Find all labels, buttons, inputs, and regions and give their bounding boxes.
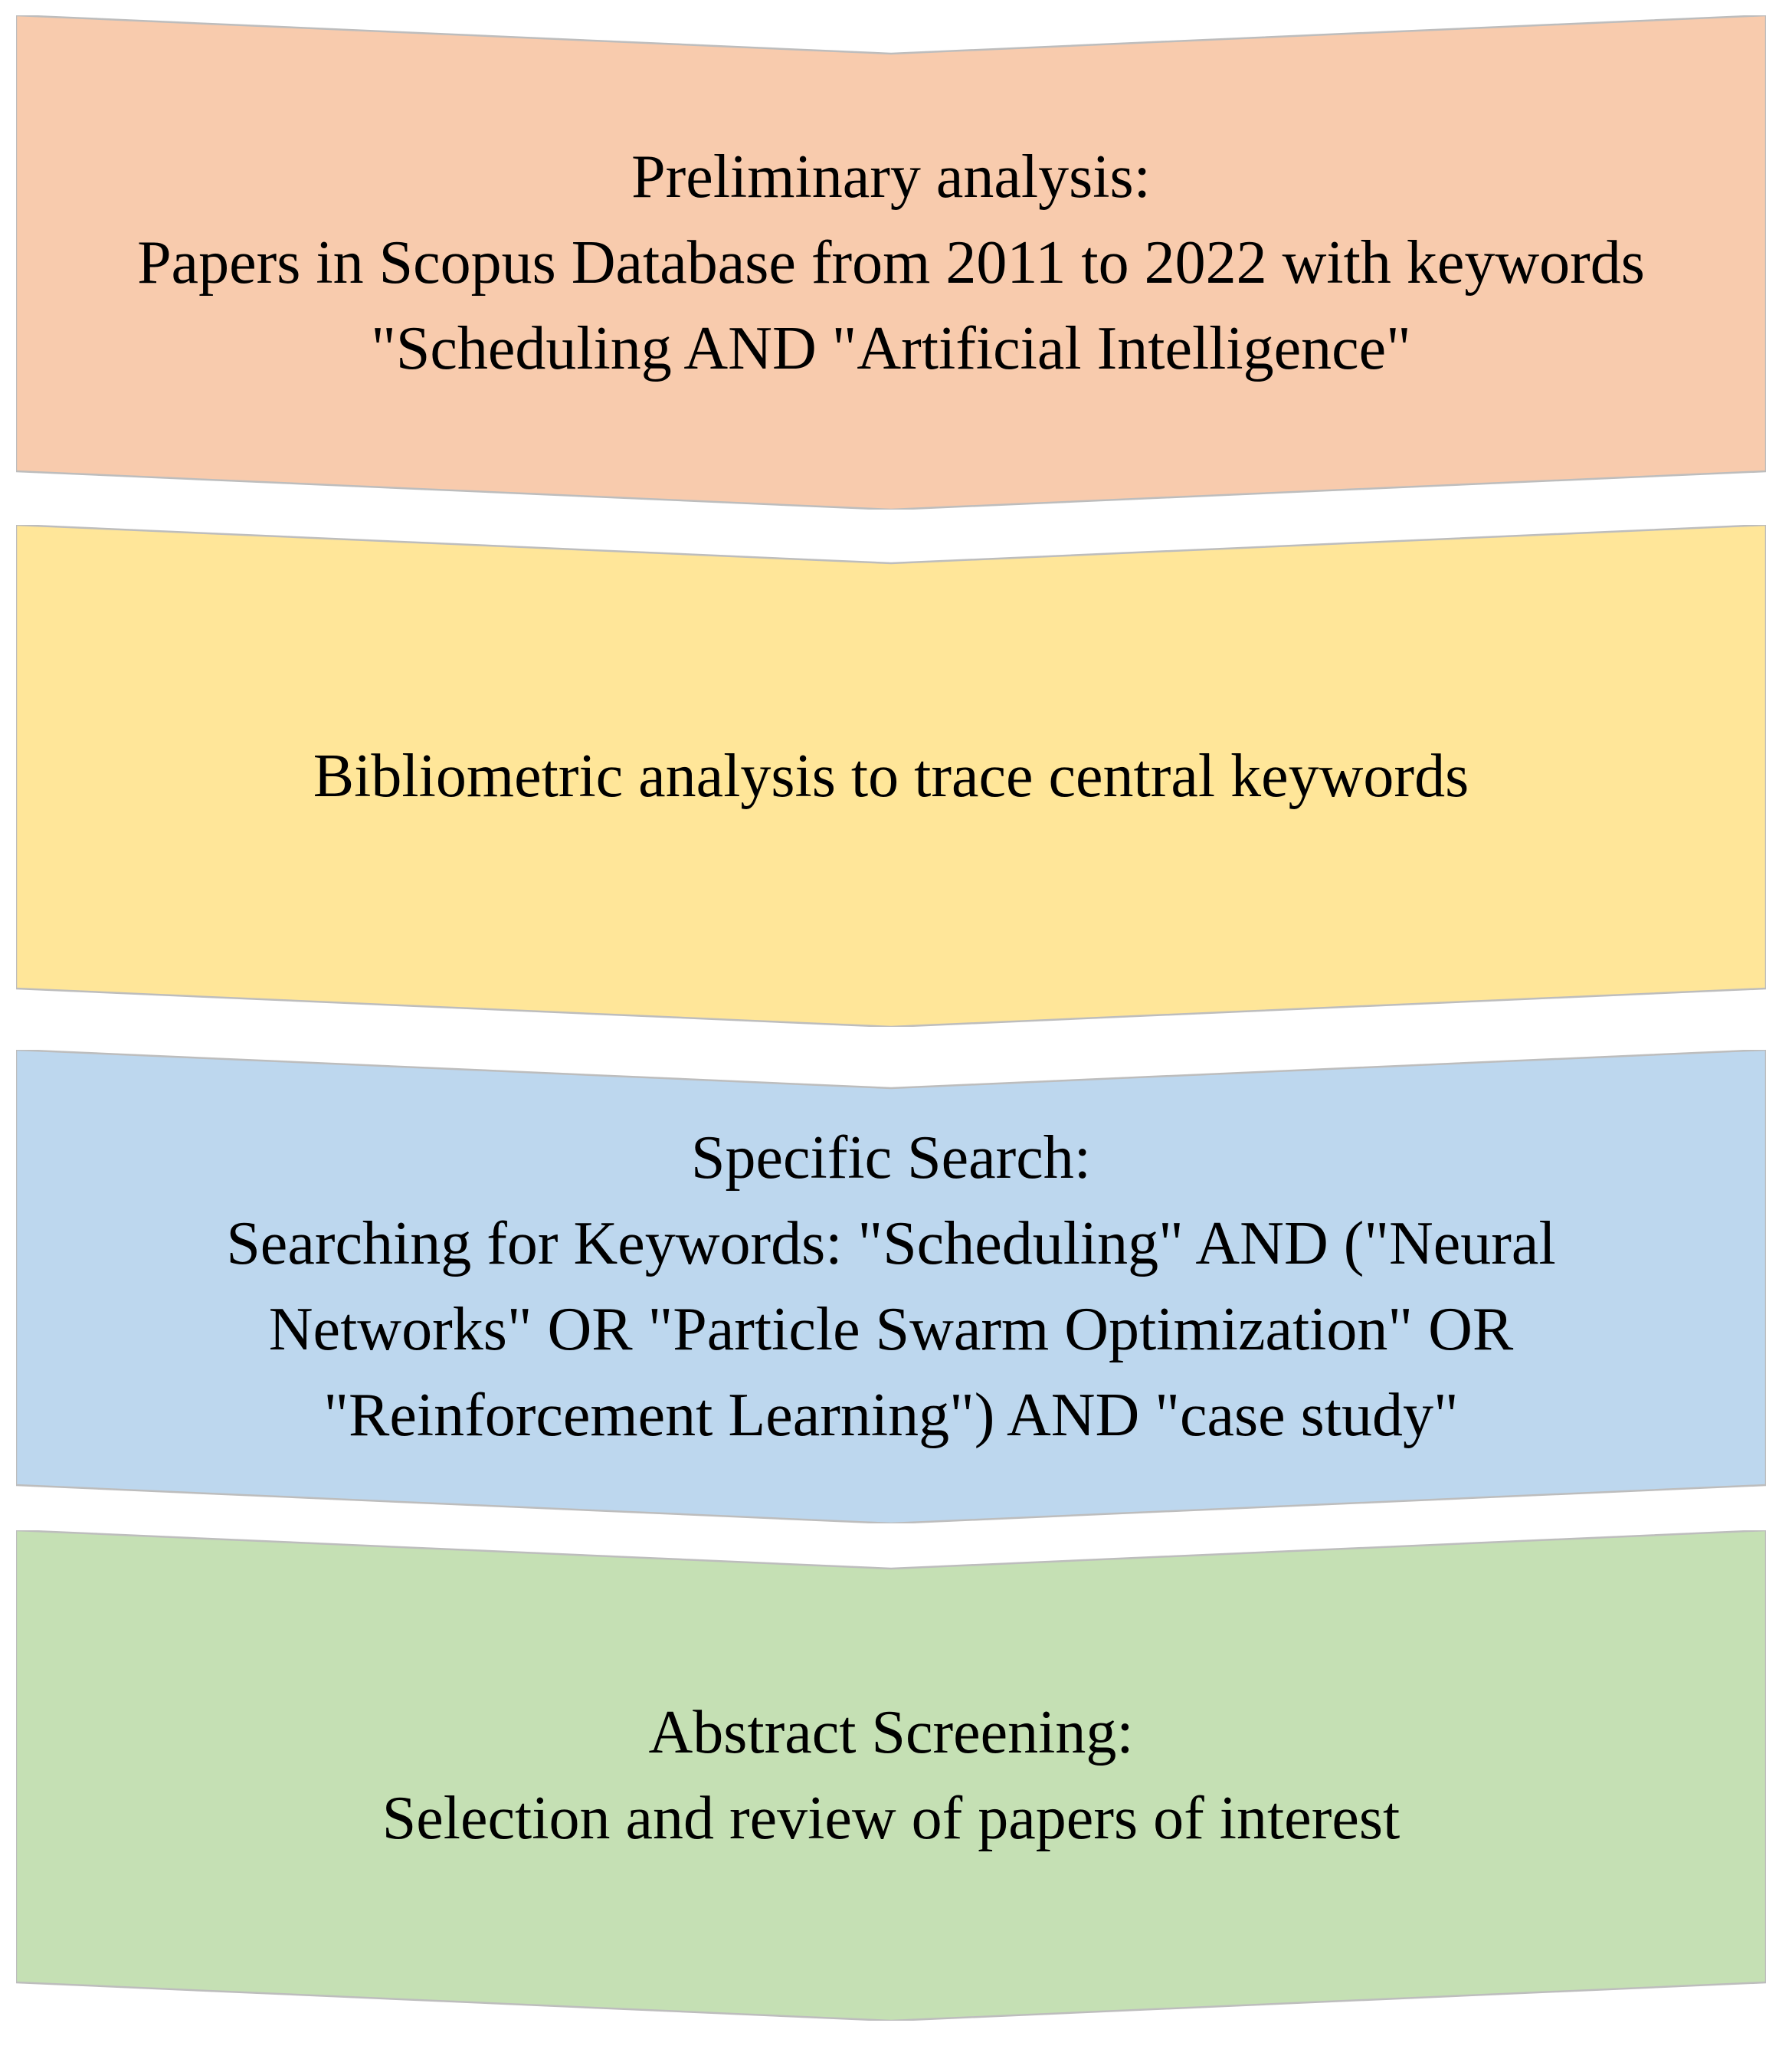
text-line: Bibliometric analysis to trace central keywords [313, 742, 1469, 810]
text-line: "Scheduling AND "Artificial Intelligence" [371, 314, 1411, 382]
banner-text-preliminary [16, 15, 1766, 510]
banner-text-bibliometric [16, 525, 1766, 1027]
text-line: Abstract Screening: [648, 1699, 1134, 1766]
text-line: Networks" OR "Particle Swarm Optimization" OR [268, 1296, 1514, 1363]
text-line: Selection and review of papers of interest [382, 1785, 1401, 1852]
banner-text-abstract-screening [16, 1530, 1766, 2021]
banner-preliminary-analysis [16, 15, 1766, 510]
text-line: Preliminary analysis: [631, 143, 1151, 211]
banner-abstract-screening [16, 1530, 1766, 2021]
text-line: "Reinforcement Learning") AND "case study" [323, 1382, 1459, 1449]
banner-specific-search [16, 1050, 1766, 1523]
text-line: Searching for Keywords: "Scheduling" AND ("Neural [226, 1210, 1556, 1277]
text-line: Specific Search: [691, 1124, 1091, 1192]
text-line: Papers in Scopus Database from 2011 to 2022 with keywords [137, 228, 1645, 297]
banner-bibliometric-analysis [16, 525, 1766, 1027]
banner-text-specific-search [16, 1050, 1766, 1523]
